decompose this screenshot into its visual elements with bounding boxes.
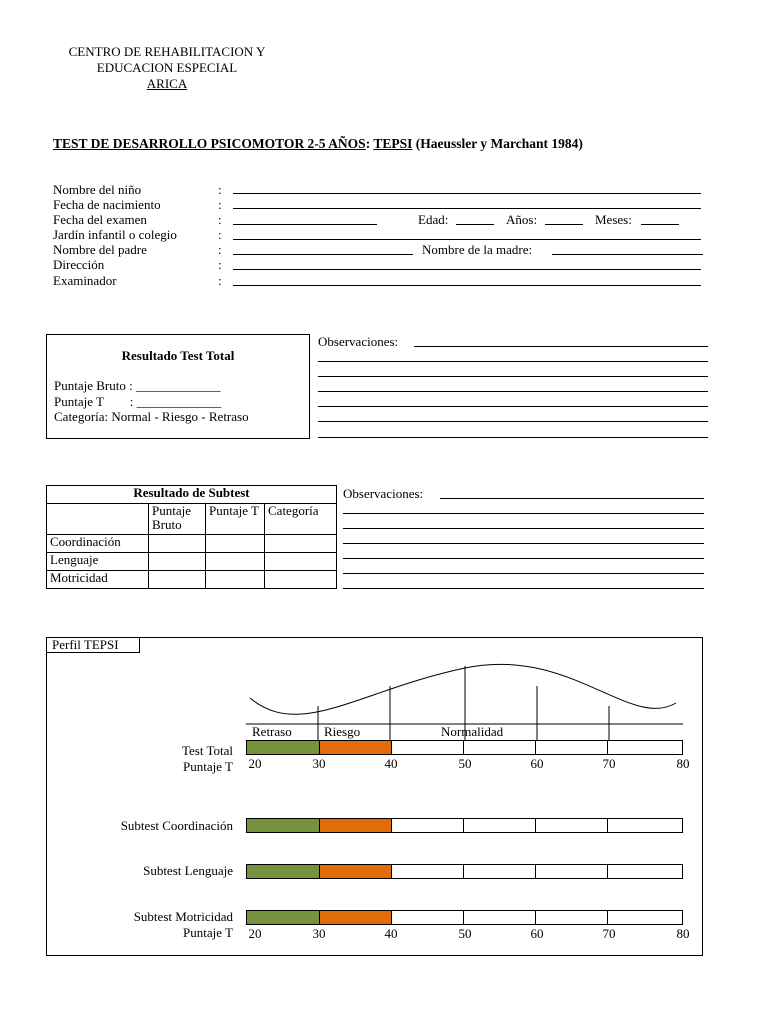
row-label-motricidad: Motricidad: [47, 571, 149, 589]
segment-normal: [464, 819, 536, 832]
profile-tab: Perfil TEPSI: [46, 637, 140, 653]
profile-bar-motricidad[interactable]: [246, 910, 683, 925]
segment-normal: [464, 911, 536, 924]
tick-label: 30: [312, 926, 326, 941]
segment-retraso: [247, 911, 320, 924]
row-label-coordinacion: Coordinación: [47, 535, 149, 553]
subtest-observaciones-label: Observaciones:: [343, 486, 424, 501]
tick-label: 80: [676, 756, 690, 771]
segment-normal: [392, 911, 464, 924]
row-label-lenguaje: Lenguaje: [47, 553, 149, 571]
tick-label: 60: [530, 926, 544, 941]
total-observaciones-label: Observaciones:: [318, 334, 399, 349]
tick-label: 70: [602, 756, 616, 771]
segment-normal: [608, 741, 682, 754]
segment-normal: [608, 865, 682, 878]
field-label-fecha-examen: Fecha del examen: [53, 212, 147, 227]
field-label-nombre-nino: Nombre del niño: [53, 182, 142, 197]
col-header-categoria: Categoría: [265, 504, 337, 535]
zone-label-normalidad: Normalidad: [441, 724, 504, 739]
segment-normal: [392, 819, 464, 832]
profile-row-label-motricidad-2: Puntaje T: [183, 925, 233, 940]
segment-normal: [392, 865, 464, 878]
title-main: TEST DE DESARROLLO PSICOMOTOR 2-5 AÑOS: [53, 136, 366, 151]
zone-label-retraso: Retraso: [252, 724, 292, 739]
title-sep: :: [365, 136, 374, 151]
field-label-direccion: Dirección: [53, 257, 105, 272]
colon: :: [218, 212, 222, 227]
puntaje-bruto-row[interactable]: Puntaje Bruto : _____________: [54, 378, 221, 393]
categoria-row: Categoría: Normal - Riesgo - Retraso: [54, 409, 249, 424]
segment-normal: [464, 741, 536, 754]
profile-bar-lenguaje[interactable]: [246, 864, 683, 879]
puntaje-t-row[interactable]: Puntaje T : _____________: [54, 394, 222, 409]
normal-curve: [250, 664, 676, 714]
madre-label: Nombre de la madre:: [422, 242, 533, 257]
colon: :: [218, 182, 222, 197]
segment-normal: [536, 741, 609, 754]
segment-retraso: [247, 819, 320, 832]
profile-row-label-lenguaje: [143, 863, 233, 879]
profile-row-label-total-1: Test Total: [181, 743, 233, 758]
segment-riesgo: [320, 741, 393, 754]
tick-label: 80: [676, 926, 690, 941]
profile-row-label-coordinacion: [121, 818, 233, 834]
segment-normal: [536, 911, 609, 924]
tick-label: 60: [530, 756, 544, 771]
anos-label: Años:: [506, 212, 538, 227]
segment-normal: [464, 865, 536, 878]
colon: :: [218, 227, 222, 242]
profile-bar-total[interactable]: [246, 740, 683, 755]
segment-normal: [392, 741, 464, 754]
profile-row-label-coordinacion-1: Subtest Coordinación: [120, 818, 233, 833]
tick-label: 50: [458, 926, 472, 941]
profile-row-label-motricidad: [134, 909, 233, 941]
title-tepsi: TEPSI: [373, 136, 413, 151]
title-authors: (Haeussler y Marchant 1984): [412, 136, 583, 151]
field-label-padre: Nombre del padre: [53, 242, 147, 257]
segment-retraso: [247, 865, 320, 878]
segment-riesgo: [320, 865, 393, 878]
tick-label: 30: [312, 756, 326, 771]
edad-label: Edad:: [418, 212, 449, 227]
profile-row-label-lenguaje-1: Subtest Lenguaje: [143, 863, 233, 878]
field-label-jardin: Jardín infantil o colegio: [53, 227, 177, 242]
tick-label: 40: [384, 926, 398, 941]
subtest-table-title: Resultado de Subtest: [47, 486, 337, 504]
segment-normal: [608, 819, 682, 832]
profile-row-label-total: [182, 743, 233, 775]
segment-riesgo: [320, 819, 393, 832]
segment-retraso: [247, 741, 320, 754]
institution-line-2: EDUCACION ESPECIAL: [96, 60, 238, 75]
field-label-examinador: Examinador: [53, 273, 117, 288]
col-header-puntaje-t: Puntaje T: [206, 504, 265, 535]
tick-label: 20: [248, 926, 262, 941]
colon: :: [218, 273, 222, 288]
field-label-fecha-nacimiento: Fecha de nacimiento: [53, 197, 161, 212]
total-result-title: Resultado Test Total: [121, 348, 235, 363]
tick-label: 40: [384, 756, 398, 771]
institution-line-3: ARICA: [146, 76, 188, 91]
zone-label-riesgo: Riesgo: [324, 724, 361, 739]
tick-label: 50: [458, 756, 472, 771]
tick-label: 20: [248, 756, 262, 771]
meses-label: Meses:: [595, 212, 632, 227]
profile-row-label-motricidad-1: Subtest Motricidad: [133, 909, 233, 924]
profile-row-label-total-2: Puntaje T: [183, 759, 233, 774]
segment-normal: [536, 865, 609, 878]
segment-normal: [608, 911, 682, 924]
tick-label: 70: [602, 926, 616, 941]
col-header-puntaje-bruto: Puntaje Bruto: [149, 504, 206, 535]
colon: :: [218, 242, 222, 257]
colon: :: [218, 257, 222, 272]
colon: :: [218, 197, 222, 212]
segment-normal: [536, 819, 609, 832]
profile-bar-coordinacion[interactable]: [246, 818, 683, 833]
institution-line-1: CENTRO DE REHABILITACION Y: [68, 44, 266, 59]
segment-riesgo: [320, 911, 393, 924]
